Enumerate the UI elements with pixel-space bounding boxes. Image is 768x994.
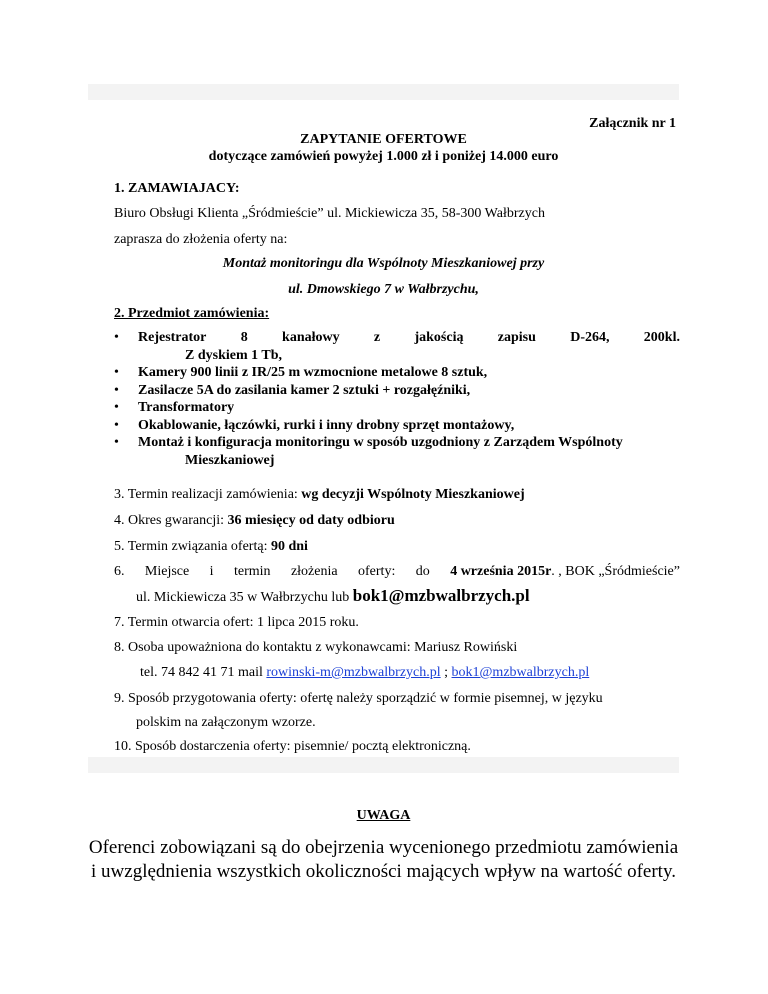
p6-word: 6. — [114, 564, 125, 579]
list-item — [114, 434, 680, 469]
order-items-list — [114, 329, 680, 469]
list-item-word: Rejestrator — [138, 330, 207, 345]
paragraph-3 — [114, 486, 525, 503]
page-band-middle — [88, 757, 679, 773]
p5-label: 5. Termin związania ofertą: — [114, 539, 271, 554]
document-title: ZAPYTANIE OFERTOWE — [300, 132, 467, 147]
p6-office: . , BOK „Śródmieście” — [551, 564, 680, 579]
bullet-icon: • — [114, 417, 119, 433]
p6-word: i — [209, 564, 214, 579]
section1-heading: 1. ZAMAWIAJACY: — [114, 181, 240, 196]
list-item-continuation: Mieszkaniowej — [185, 452, 275, 468]
p6-deadline-date: 4 września 2015r — [450, 564, 552, 579]
paragraph-8-line-2 — [140, 664, 589, 681]
list-item-word: z — [373, 330, 381, 345]
bullet-icon: • — [114, 400, 119, 415]
p6-address: ul. Mickiewicza 35 w Wałbrzychu lub — [136, 590, 353, 605]
list-item-word: zapisu — [497, 330, 536, 345]
list-item — [114, 364, 680, 382]
subject-line-2: ul. Dmowskiego 7 w Wałbrzychu, — [288, 282, 479, 297]
p4-label: 4. Okres gwarancji: — [114, 513, 228, 528]
list-item-text: Montaż i konfiguracja monitoringu w sposób uzgodniony z Zarządem Wspólnoty — [138, 435, 623, 450]
p6-word: Miejsce — [144, 564, 190, 579]
list-item-text: Transformatory — [138, 400, 235, 415]
list-item — [114, 382, 680, 400]
paragraph-5 — [114, 538, 308, 555]
p6-word: złożenia — [290, 564, 338, 579]
paragraph-6-line-2 — [136, 586, 530, 608]
p3-value: wg decyzji Wspólnoty Mieszkaniowej — [301, 487, 525, 502]
p6-email: bok1@mzbwalbrzych.pl — [352, 586, 530, 605]
list-item — [114, 329, 680, 364]
list-item-text: Zasilacze 5A do zasilania kamer 2 sztuki + rozgałęźniki, — [138, 382, 471, 398]
list-item-text: Kamery 900 linii z IR/25 m wzmocnione metalowe 8 sztuk, — [138, 365, 488, 380]
paragraph-8-line-1: 8. Osoba upoważniona do kontaktu z wykonawcami: Mariusz Rowiński — [114, 640, 518, 655]
list-item-word: 8 — [240, 330, 248, 345]
contact-email-link[interactable]: rowinski-m@mzbwalbrzych.pl — [266, 665, 441, 680]
p8-phone: tel. 74 842 41 71 mail — [140, 665, 267, 680]
office-email-link[interactable]: bok1@mzbwalbrzych.pl — [451, 665, 590, 680]
paragraph-4 — [114, 512, 395, 529]
notice-line-1: Oferenci zobowiązani są do obejrzenia wycenionego przedmiotu zamówienia — [88, 837, 679, 858]
list-item-word: 200kl. — [643, 330, 680, 345]
list-item-word: jakością — [414, 330, 464, 345]
notice-heading: UWAGA — [356, 808, 411, 823]
list-item — [114, 399, 680, 417]
p4-value: 36 miesięcy od daty odbioru — [227, 513, 395, 528]
p8-separator: ; — [440, 665, 452, 680]
paragraph-7: 7. Termin otwarcia ofert: 1 lipca 2015 roku. — [114, 615, 359, 630]
list-item-text: Okablowanie, łączówki, rurki i inny drobny sprzęt montażowy, — [138, 417, 515, 433]
p5-value: 90 dni — [270, 539, 308, 554]
p3-label: 3. Termin realizacji zamówienia: — [114, 487, 302, 502]
list-item — [114, 417, 680, 435]
subject-line-1: Montaż monitoringu dla Wspólnoty Mieszkaniowej przy — [222, 256, 545, 271]
list-item-word: kanałowy — [282, 330, 340, 345]
bullet-icon: • — [114, 365, 119, 380]
annex-label: Załącznik nr 1 — [589, 116, 676, 131]
notice-line-2: i uwzględnienia wszystkich okoliczności mających wpływ na wartość oferty. — [91, 861, 676, 882]
client-address: Biuro Obsługi Klienta „Śródmieście” ul. Mickiewicza 35, 58-300 Wałbrzych — [114, 206, 545, 221]
page-band-top — [88, 84, 679, 100]
section2-heading: 2. Przedmiot zamówienia: — [114, 306, 270, 321]
bullet-icon: • — [114, 435, 119, 450]
paragraph-6-line-1 — [114, 563, 680, 580]
p6-word: termin — [233, 564, 271, 579]
paragraph-9-line-1: 9. Sposób przygotowania oferty: ofertę należy sporządzić w formie pisemnej, w języku — [114, 691, 603, 706]
p6-word: oferty: — [358, 564, 396, 579]
paragraph-9-line-2: polskim na załączonym wzorze. — [136, 715, 316, 730]
list-item-continuation: Z dyskiem 1 Tb, — [185, 347, 282, 363]
list-item-word: D-264, — [570, 330, 610, 345]
list-item-text-line — [138, 329, 680, 347]
bullet-icon: • — [114, 330, 119, 345]
bullet-icon: • — [114, 382, 119, 398]
paragraph-10: 10. Sposób dostarczenia oferty: pisemnie/ pocztą elektroniczną. — [114, 739, 471, 754]
p6-word: do — [415, 564, 430, 579]
document-subtitle: dotyczące zamówień powyżej 1.000 zł i poniżej 14.000 euro — [208, 149, 559, 164]
invites-text: zaprasza do złożenia oferty na: — [114, 232, 288, 247]
